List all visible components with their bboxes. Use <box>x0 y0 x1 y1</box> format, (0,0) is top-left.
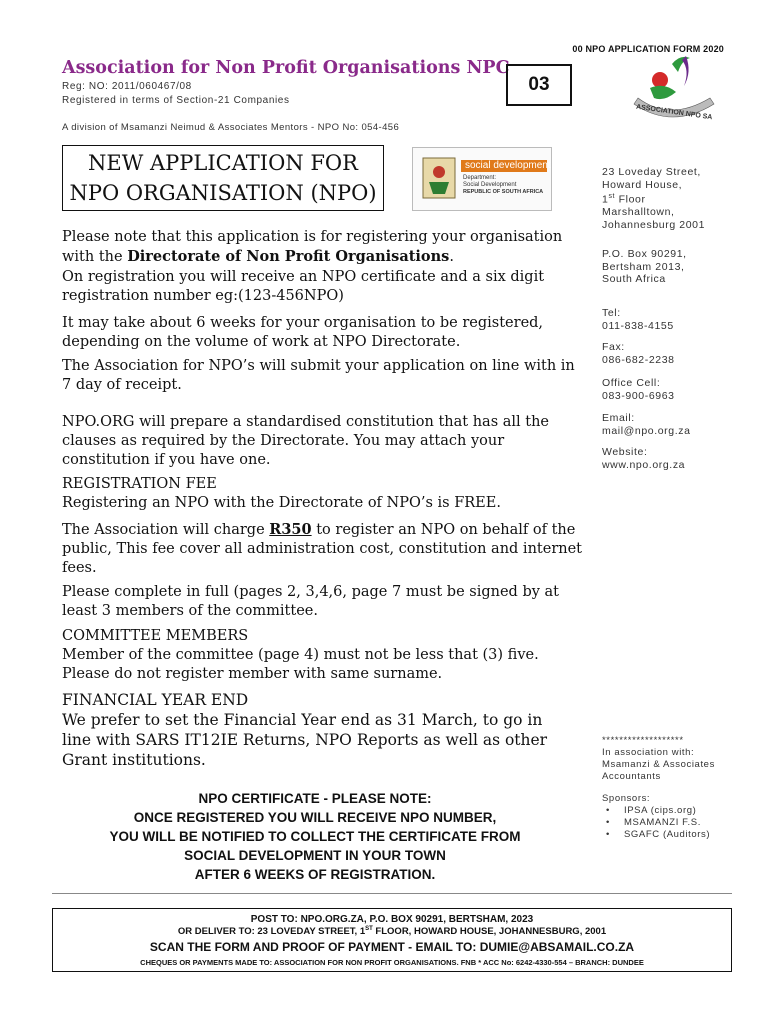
committee-heading: COMMITTEE MEMBERS <box>62 628 249 644</box>
logo-text: ASSOCIATION NPO SA <box>635 103 713 122</box>
postal-address: P.O. Box 90291, Bertsham 2013, South Africa <box>602 248 687 285</box>
sd-dept-2: Social Development <box>463 182 517 188</box>
sd-name: social development <box>465 160 551 171</box>
title-line-2: NPO ORGANISATION (NPO) <box>69 181 377 205</box>
fee-amount: R350 <box>269 521 312 538</box>
sponsors-list <box>602 805 710 841</box>
association-info: ******************* In association with: Msamanzi & Associates Accountants <box>602 735 715 782</box>
sponsors: Sponsors: • IPSA (cips.org) • MSAMANZI F.S. • SGAFC (Auditors) <box>602 793 710 841</box>
registration-fee-paragraph: Registering an NPO with the Directorate of NPO’s is FREE. <box>62 495 501 511</box>
complete-paragraph: Please complete in full (pages 2, 3,4,6, page 7 must be signed by at least 3 members of the committee. <box>62 584 559 619</box>
sd-country: REPUBLIC OF SOUTH AFRICA <box>463 189 544 195</box>
email-contact: Email: mail@npo.org.za <box>602 412 691 437</box>
organisation-name: Association for Non Profit Organisations NPC <box>62 58 510 78</box>
duration-paragraph: It may take about 6 weeks for your organisation to be registered, depending on the volume of work at NPO Directorate. <box>62 315 544 350</box>
postal-instructions-box <box>52 908 732 972</box>
financial-year-heading: FINANCIAL YEAR END <box>62 691 249 709</box>
sponsor-item: • IPSA (cips.org) <box>624 805 710 817</box>
sponsor-item: • SGAFC (Auditors) <box>624 829 710 841</box>
post-to: POST TO: NPO.ORG.ZA, P.O. BOX 90291, BERTSHAM, 2023 <box>250 914 534 925</box>
website-link[interactable]: www.npo.org.za <box>602 458 686 471</box>
registration-terms: Registered in terms of Section-21 Companies <box>62 95 290 106</box>
registration-number: Reg: NO: 2011/060467/08 <box>62 81 192 92</box>
email-link[interactable]: mail@npo.org.za <box>602 424 691 437</box>
application-title <box>62 145 384 211</box>
title-line-1: NEW APPLICATION FOR <box>88 151 358 175</box>
financial-year-paragraph: We prefer to set the Financial Year end as 31 March, to go in line with SARS IT12IE Returns, NPO Reports as well as other Grant institutions. <box>62 711 548 769</box>
charge-paragraph: The Association will charge R350 to register an NPO on behalf of the public, This fee cover all administration cost, constitution and internet fees. <box>62 521 582 576</box>
submission-paragraph: The Association for NPO’s will submit your application on line with in 7 day of receipt. <box>62 358 575 393</box>
association-logo <box>620 52 728 132</box>
social-development-logo <box>412 147 552 211</box>
certificate-paragraph: On registration you will receive an NPO certificate and a six digit registration number eg:(123-456NPO) <box>62 269 545 304</box>
division-note: A division of Msamanzi Neimud & Associates Mentors - NPO No: 054-456 <box>62 122 400 133</box>
fax: Fax: 086-682-2238 <box>602 341 675 366</box>
divider-line <box>52 893 732 894</box>
sd-dept-1: Department: <box>463 175 497 181</box>
scan-email-instruction: SCAN THE FORM AND PROOF OF PAYMENT - EMAIL TO: DUMIE@ABSAMAIL.CO.ZA <box>149 940 635 954</box>
constitution-paragraph: NPO.ORG will prepare a standardised constitution that has all the clauses as required by the Directorate. You may attach your constitution if you have one. <box>62 414 550 468</box>
website-contact: Website: www.npo.org.za <box>602 446 686 471</box>
form-number-box: 03 <box>506 64 572 106</box>
office-cell: Office Cell: 083-900-6963 <box>602 377 675 402</box>
telephone: Tel: 011-838-4155 <box>602 307 674 332</box>
payment-details: CHEQUES OR PAYMENTS MADE TO: ASSOCIATION FOR NON PROFIT ORGANISATIONS. FNB * ACC No: 6242-4330-554 – BRANCH: DUNDEE <box>140 958 644 967</box>
sponsor-item: • MSAMANZI F.S. <box>624 817 710 829</box>
committee-paragraph: Member of the committee (page 4) must not be less that (3) five. Please do not register member with same surname. <box>62 647 539 682</box>
form-id: 00 NPO APPLICATION FORM 2020 <box>572 44 724 54</box>
certificate-notice: NPO CERTIFICATE - PLEASE NOTE: ONCE REGISTERED YOU WILL RECEIVE NPO NUMBER, YOU WILL BE NOTIFIED TO COLLECT THE CERTIFICATE FROM SOCIAL DEVELOPMENT IN YOUR TOWN AFTER 6 WEEKS OF REGISTRATION. <box>109 791 521 882</box>
deliver-to: OR DELIVER TO: 23 LOVEDAY STREET, 1ST FLOOR, HOWARD HOUSE, JOHANNESBURG, 2001 <box>177 926 607 938</box>
registration-fee-heading: REGISTRATION FEE <box>62 476 217 492</box>
street-address: 23 Loveday Street, Howard House, 1st Floor Marshalltown, Johannesburg 2001 <box>602 166 706 231</box>
intro-paragraph: Please note that this application is for registering your organisation with the Directorate of Non Profit Organisations. <box>62 229 563 265</box>
